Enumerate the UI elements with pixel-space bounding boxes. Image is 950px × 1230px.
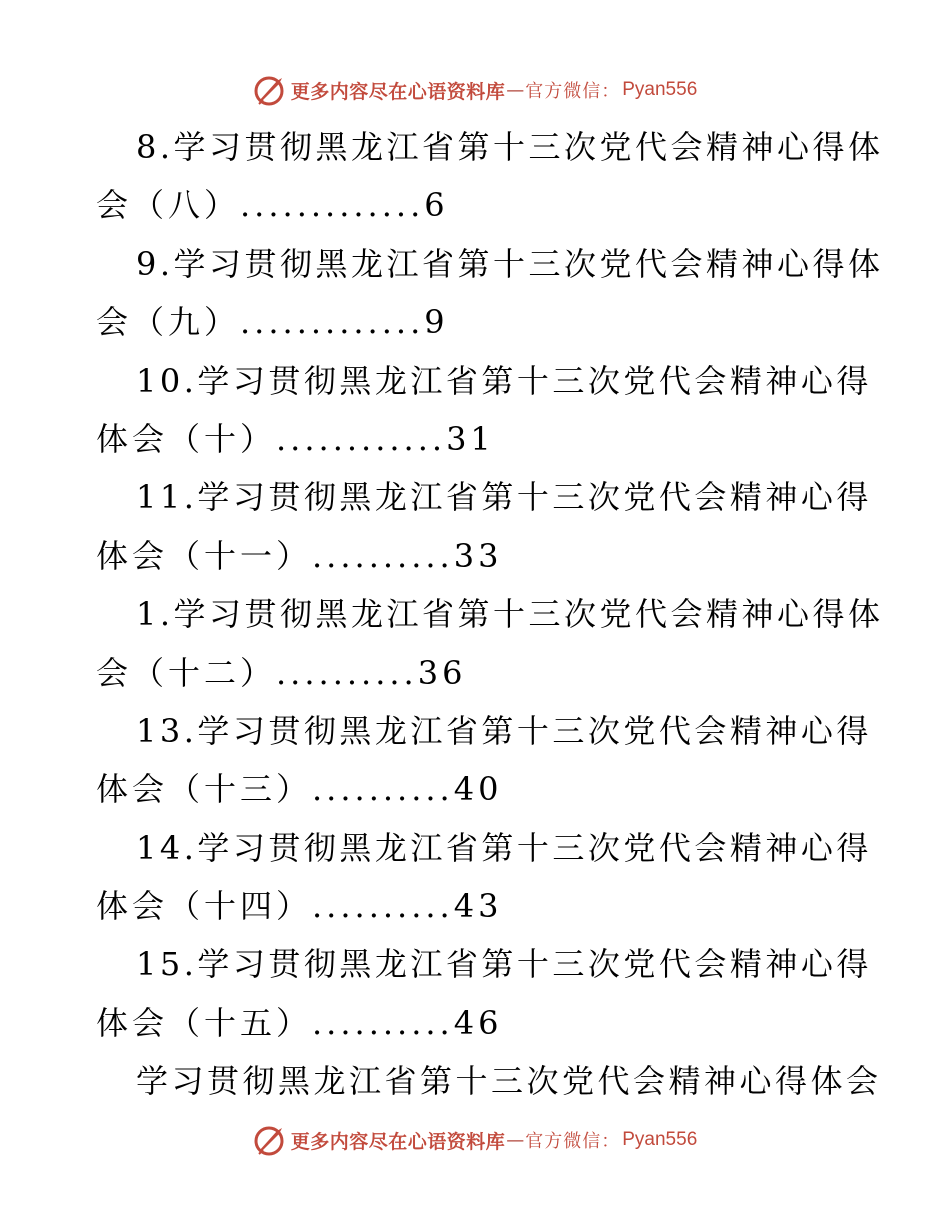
banner-wechat-id: Pyan556 bbox=[622, 1129, 698, 1150]
toc-line: 体会（十一）..........33 bbox=[96, 536, 503, 575]
footer-banner bbox=[0, 1120, 950, 1160]
toc-line: 1.学习贯彻黑龙江省第十三次党代会精神心得体 bbox=[136, 595, 884, 634]
banner-separator: — bbox=[506, 1129, 525, 1151]
toc-line: 14.学习贯彻黑龙江省第十三次党代会精神心得 bbox=[136, 828, 872, 867]
toc-line: 11.学习贯彻黑龙江省第十三次党代会精神心得 bbox=[136, 478, 872, 517]
toc-line: 会（十二）..........36 bbox=[96, 653, 467, 692]
toc-line: 体会（十四）..........43 bbox=[96, 887, 503, 926]
toc-line: 9.学习贯彻黑龙江省第十三次党代会精神心得体 bbox=[136, 244, 884, 283]
banner-brand-text: 更多内容尽在心语资料库 bbox=[290, 80, 506, 103]
header-banner bbox=[0, 70, 950, 110]
toc-line: 10.学习贯彻黑龙江省第十三次党代会精神心得 bbox=[136, 361, 872, 400]
toc-line: 体会（十三）..........40 bbox=[96, 770, 503, 809]
toc-list bbox=[96, 118, 884, 1111]
quill-pen-icon bbox=[253, 73, 287, 107]
toc-line: 13.学习贯彻黑龙江省第十三次党代会精神心得 bbox=[136, 711, 872, 750]
toc-line: 8.学习贯彻黑龙江省第十三次党代会精神心得体 bbox=[136, 128, 884, 166]
toc-line: 学习贯彻黑龙江省第十三次党代会精神心得体会 bbox=[136, 1062, 882, 1101]
toc-line: 体会（十）............31 bbox=[96, 419, 495, 458]
banner-wechat-id: Pyan556 bbox=[622, 79, 698, 100]
banner-official-label: 官方微信： bbox=[525, 81, 621, 102]
toc-line: 15.学习贯彻黑龙江省第十三次党代会精神心得 bbox=[136, 945, 872, 984]
banner-separator: — bbox=[506, 79, 525, 101]
quill-pen-icon bbox=[253, 1123, 287, 1157]
toc-line: 体会（十五）..........46 bbox=[96, 1003, 503, 1042]
toc-line: 会（九）.............9 bbox=[96, 303, 449, 342]
banner-official-label: 官方微信： bbox=[525, 1131, 621, 1152]
banner-brand-text: 更多内容尽在心语资料库 bbox=[290, 1130, 506, 1153]
toc-line: 会（八）.............6 bbox=[96, 186, 449, 225]
